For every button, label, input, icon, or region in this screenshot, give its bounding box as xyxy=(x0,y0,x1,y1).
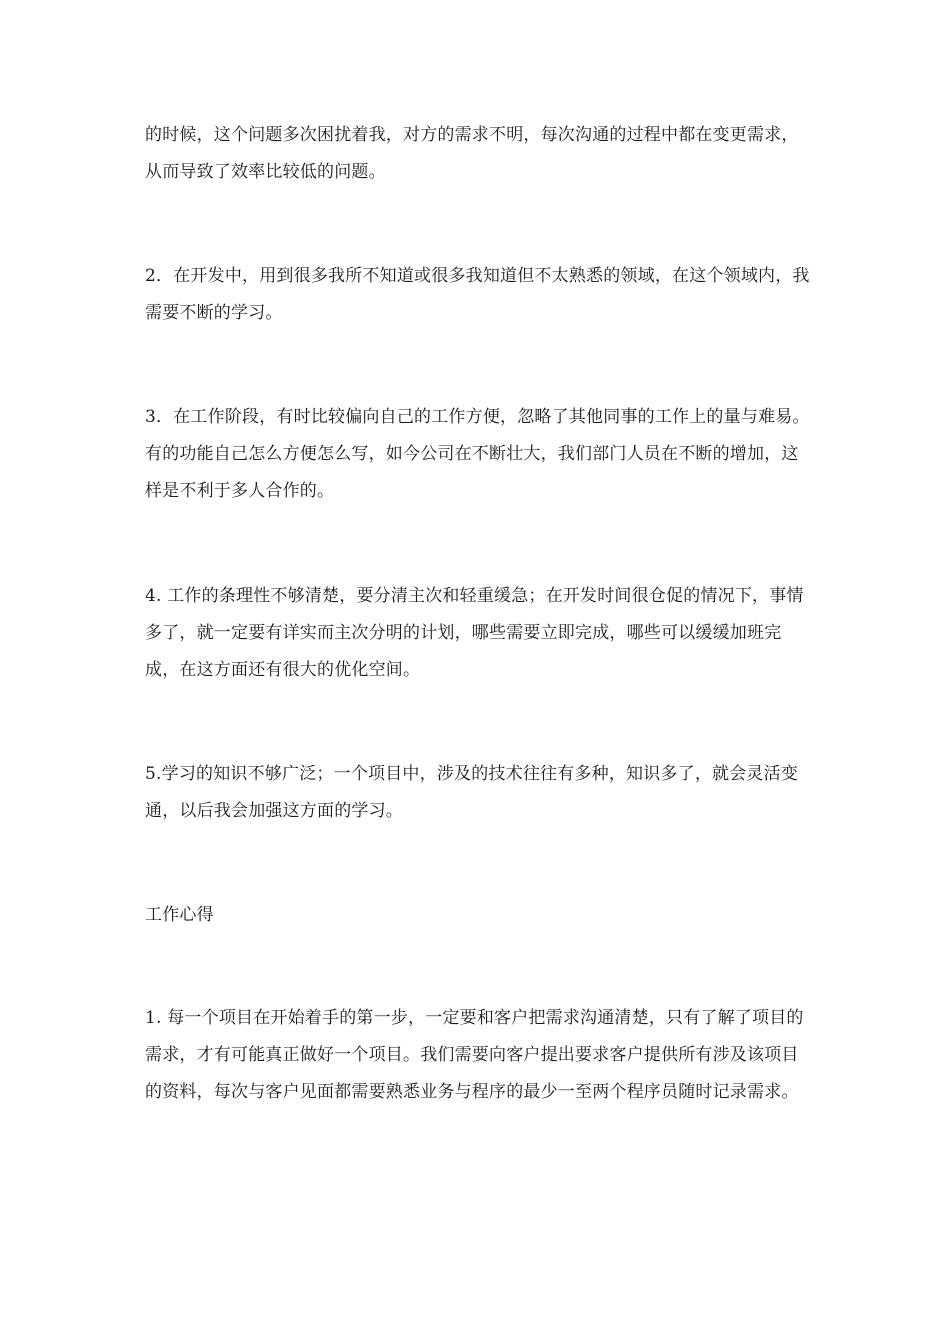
paragraph-requirements-intro: 的时候，这个问题多次困扰着我，对方的需求不明，每次沟通的过程中都在变更需求，从而导致了效率比较低的问题。 xyxy=(145,125,799,182)
paragraph-item-3: 3．在工作阶段，有时比较偏向自己的工作方便，忽略了其他同事的工作上的量与难易。有的功能自己怎么方便怎么写，如今公司在不断壮大，我们部门人员在不断的增加，这样是不利于多人合作的。 xyxy=(145,407,810,501)
paragraph-item-2: 2．在开发中，用到很多我所不知道或很多我知道但不太熟悉的领域，在这个领域内，我需要不断的学习。 xyxy=(145,266,810,323)
paragraph-item-4: 4. 工作的条理性不够清楚，要分清主次和轻重缓急；在开发时间很仓促的情况下，事情多了，就一定要有详实而主次分明的计划，哪些需要立即完成，哪些可以缓缓加班完成，在这方面还有很大的优化空间。 xyxy=(145,586,804,680)
paragraph-item-5: 5.学习的知识不够广泛；一个项目中，涉及的技术往往有多种，知识多了，就会灵活变通，以后我会加强这方面的学习。 xyxy=(145,764,799,821)
paragraph-experience-1: 1. 每一个项目在开始着手的第一步，一定要和客户把需求沟通清楚，只有了解了项目的需求，才有可能真正做好一个项目。我们需要向客户提出要求客户提供所有涉及该项目的资料，每次与客户见面都需要熟悉业务与程序的最少一至两个程序员随时记录需求。 xyxy=(145,1008,804,1102)
section-heading-work-experience: 工作心得 xyxy=(145,905,214,925)
